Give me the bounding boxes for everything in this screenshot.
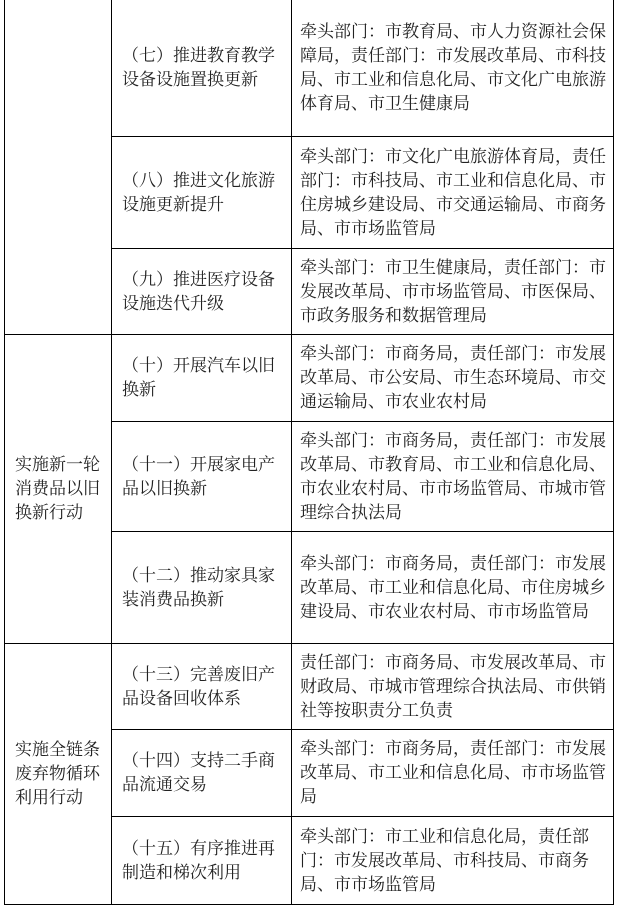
measure-cell — [111, 729, 292, 817]
responsibility-text: 牵头部门：市商务局，责任部门：市发展改革局、市公安局、市生态环境局、市交通运输局、市农业农村局 — [300, 344, 606, 412]
category-cell-3 — [4, 643, 112, 905]
measure-text: （十三）完善废旧产品设备回收体系 — [122, 664, 275, 709]
responsibility-cell — [291, 643, 614, 730]
responsibility-text: 牵头部门：市商务局，责任部门：市发展改革局、市工业和信息化局、市住房城乡建设局、市农业农村局、市市场监管局 — [300, 553, 606, 622]
measure-text: （七）推进教育教学设备设施置换更新 — [122, 46, 275, 90]
responsibility-cell — [291, 136, 614, 249]
responsibility-cell — [291, 729, 614, 817]
measure-cell — [111, 334, 292, 422]
responsibility-cell — [291, 0, 614, 137]
responsibility-cell — [291, 421, 614, 532]
responsibility-cell — [291, 531, 614, 644]
measure-cell — [111, 816, 292, 905]
measure-cell — [111, 0, 292, 137]
responsibility-text: 牵头部门：市卫生健康局，责任部门：市发展改革局、市市场监管局、市医保局、市政务服务和数据管理局 — [300, 257, 606, 326]
responsibility-text: 牵头部门：市文化广电旅游体育局，责任部门：市科技局、市工业和信息化局、市住房城乡建设局、市交通运输局、市商务局、市市场监管局 — [300, 146, 606, 239]
category-label: 实施新一轮消费品以旧换新行动 — [15, 455, 100, 523]
measure-cell — [111, 421, 292, 532]
measure-text: （九）推进医疗设备设施迭代升级 — [122, 269, 275, 314]
category-label: 实施全链条废弃物循环利用行动 — [15, 740, 100, 808]
measure-cell — [111, 136, 292, 249]
measure-text: （十四）支持二手商品流通交易 — [122, 751, 275, 795]
responsibility-text: 责任部门：市商务局、市发展改革局、市财政局、市城市管理综合执法局、市供销社等按职责分工负责 — [300, 652, 606, 721]
measure-text: （十一）开展家电产品以旧换新 — [122, 454, 275, 499]
measure-text: （十）开展汽车以旧换新 — [122, 356, 275, 400]
category-cell-1 — [4, 0, 112, 335]
responsibility-text: 牵头部门：市商务局，责任部门：市发展改革局、市教育局、市工业和信息化局、市农业农村局、市市场监管局、市城市管理综合执法局 — [300, 430, 606, 523]
measure-text: （十二）推动家具家装消费品换新 — [122, 565, 275, 610]
measure-cell — [111, 643, 292, 730]
responsibility-text: 牵头部门：市商务局，责任部门：市发展改革局、市工业和信息化局、市市场监管局 — [300, 739, 606, 807]
responsibility-cell — [291, 248, 614, 335]
measure-text: （十五）有序推进再制造和梯次利用 — [122, 838, 275, 883]
responsibility-text: 牵头部门：市工业和信息化局，责任部门：市发展改革局、市科技局、市商务局、市市场监管局 — [300, 826, 589, 895]
measure-cell — [111, 531, 292, 644]
responsibility-cell — [291, 816, 614, 905]
responsibility-cell — [291, 334, 614, 422]
measure-text: （八）推进文化旅游设施更新提升 — [122, 170, 275, 215]
category-cell-2 — [4, 334, 112, 644]
responsibility-text: 牵头部门：市教育局、市人力资源社会保障局，责任部门：市发展改革局、市科技局、市工业和信息化局、市文化广电旅游体育局、市卫生健康局 — [300, 22, 606, 114]
measure-cell — [111, 248, 292, 335]
